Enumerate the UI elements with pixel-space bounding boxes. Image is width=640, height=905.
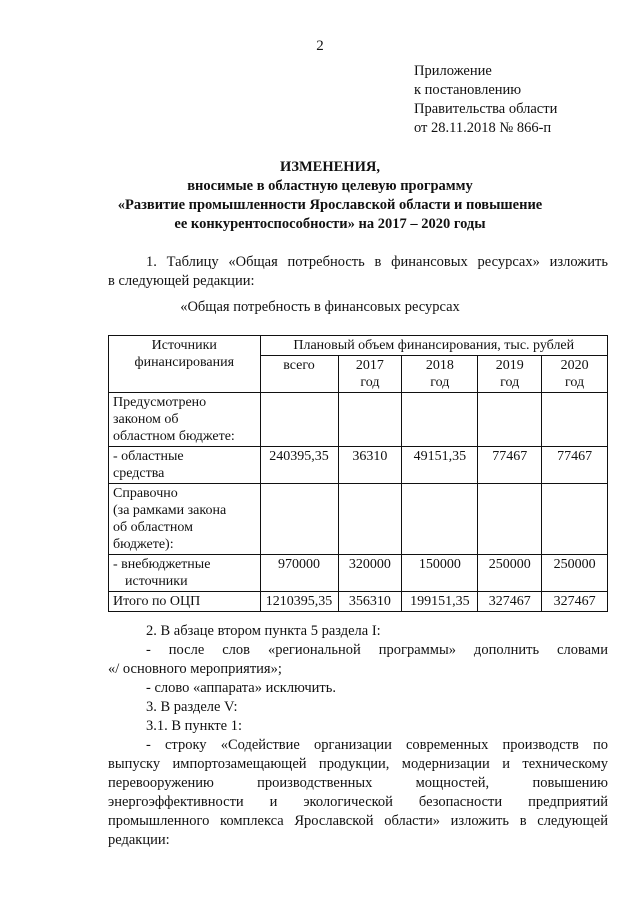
table-cell <box>478 484 542 555</box>
header-2019 <box>478 356 542 393</box>
cell-line: областном бюджете: <box>113 429 235 444</box>
table-row <box>109 484 608 555</box>
item-2-bullet-1-cont: «/ основного мероприятия»; <box>108 661 282 677</box>
cell-line: Предусмотрено <box>113 395 207 410</box>
item-2-bullet-1: - после слов «региональной программы» дополнить словами <box>146 642 608 658</box>
row-label-regional <box>109 447 261 484</box>
table-caption: «Общая потребность в финансовых ресурсах <box>180 299 460 315</box>
title-line: «Развитие промышленности Ярославской области и повышение <box>117 197 543 213</box>
table-cell: 970000 <box>260 555 338 592</box>
item-3-line: перевооружению производственных мощностей, повышению <box>108 775 608 791</box>
table-cell: 327467 <box>478 592 542 612</box>
item-2-paragraph <box>108 622 608 698</box>
item-3-line: промышленного комплекса Ярославской области» изложить в следующей <box>108 813 608 829</box>
table-total-row <box>109 592 608 612</box>
appendix-line: к постановлению <box>414 82 522 98</box>
header-year-line: год <box>360 375 380 390</box>
item-3-line: редакции: <box>108 832 170 848</box>
table-cell <box>338 484 402 555</box>
header-year-line <box>265 374 334 391</box>
cell-line: (за рамками закона <box>113 503 227 518</box>
header-2018 <box>402 356 478 393</box>
cell-line: - внебюджетные <box>113 557 211 572</box>
header-total <box>260 356 338 393</box>
table-cell <box>542 484 608 555</box>
item-3-line: энергоэффективности и экологической безопасности предприятий <box>108 794 608 810</box>
table-cell: 250000 <box>478 555 542 592</box>
table-cell: 49151,35 <box>402 447 478 484</box>
cell-line: законом об <box>113 412 179 427</box>
table-cell <box>260 484 338 555</box>
document-title <box>60 158 600 234</box>
header-year-line: 2018 <box>425 358 454 373</box>
row-label-total: Итого по ОЦП <box>109 592 261 612</box>
table-cell: 77467 <box>478 447 542 484</box>
item-1-line: в следующей редакции: <box>108 273 255 289</box>
table-cell <box>402 393 478 447</box>
appendix-line: Правительства области <box>414 101 558 117</box>
table-row <box>109 555 608 592</box>
financing-table <box>108 335 608 612</box>
item-1-paragraph <box>108 253 608 291</box>
table-cell: 150000 <box>402 555 478 592</box>
item-2-intro: 2. В абзаце втором пункта 5 раздела I: <box>146 623 381 639</box>
item-3-paragraph <box>108 698 608 850</box>
cell-line: Справочно <box>113 486 178 501</box>
title-line: вносимые в областную целевую программу <box>187 178 473 194</box>
row-label-extrabudgetary <box>109 555 261 592</box>
table-cell: 356310 <box>338 592 402 612</box>
cell-line: бюджете): <box>113 537 174 552</box>
section-label-reference <box>109 484 261 555</box>
header-2017 <box>338 356 402 393</box>
table-cell <box>478 393 542 447</box>
table-row <box>109 393 608 447</box>
item-1-line: 1. Таблицу «Общая потребность в финансовых ресурсах» изложить <box>146 254 608 270</box>
table-cell: 36310 <box>338 447 402 484</box>
table-cell <box>402 484 478 555</box>
header-source <box>109 336 261 393</box>
header-year-line: 2017 <box>355 358 384 373</box>
header-year-line: год <box>500 375 520 390</box>
header-year-line: год <box>565 375 585 390</box>
appendix-line: от 28.11.2018 № 866-п <box>414 120 552 136</box>
table-cell: 199151,35 <box>402 592 478 612</box>
item-3-intro: 3. В разделе V: <box>146 699 238 715</box>
header-year-line: год <box>430 375 450 390</box>
cell-line: об областном <box>113 520 194 535</box>
table-cell: 327467 <box>542 592 608 612</box>
table-cell: 240395,35 <box>260 447 338 484</box>
item-3-line: - строку «Содействие организации современных производств по <box>146 737 608 753</box>
appendix-line: Приложение <box>414 63 492 79</box>
header-year-line: 2020 <box>560 358 589 373</box>
header-source-line: Источники <box>151 338 217 353</box>
table-cell: 250000 <box>542 555 608 592</box>
title-line: ИЗМЕНЕНИЯ, <box>280 159 380 175</box>
table-row <box>109 447 608 484</box>
cell-line: - областные <box>113 449 184 464</box>
appendix-block <box>414 62 557 138</box>
table-header-row <box>109 336 608 356</box>
table-cell: 77467 <box>542 447 608 484</box>
header-2020 <box>542 356 608 393</box>
item-3-sub: 3.1. В пункте 1: <box>146 718 242 734</box>
header-year-line: всего <box>283 358 315 373</box>
cell-line: источники <box>125 574 188 589</box>
table-cell: 320000 <box>338 555 402 592</box>
title-line: ее конкурентоспособности» на 2017 – 2020 годы <box>174 216 486 232</box>
table-cell: 1210395,35 <box>260 592 338 612</box>
section-label-budget <box>109 393 261 447</box>
item-3-line: выпуску импортозамещающей продукции, модернизации и техническому <box>108 756 608 772</box>
header-source-line: финансирования <box>134 355 235 370</box>
item-2-bullet-2: - слово «аппарата» исключить. <box>146 680 336 696</box>
table-cell <box>260 393 338 447</box>
header-year-line: 2019 <box>495 358 524 373</box>
table-cell <box>338 393 402 447</box>
page-number: 2 <box>316 38 324 54</box>
cell-line: средства <box>113 466 165 481</box>
table-cell <box>542 393 608 447</box>
header-plan: Плановый объем финансирования, тыс. рублей <box>260 336 607 356</box>
